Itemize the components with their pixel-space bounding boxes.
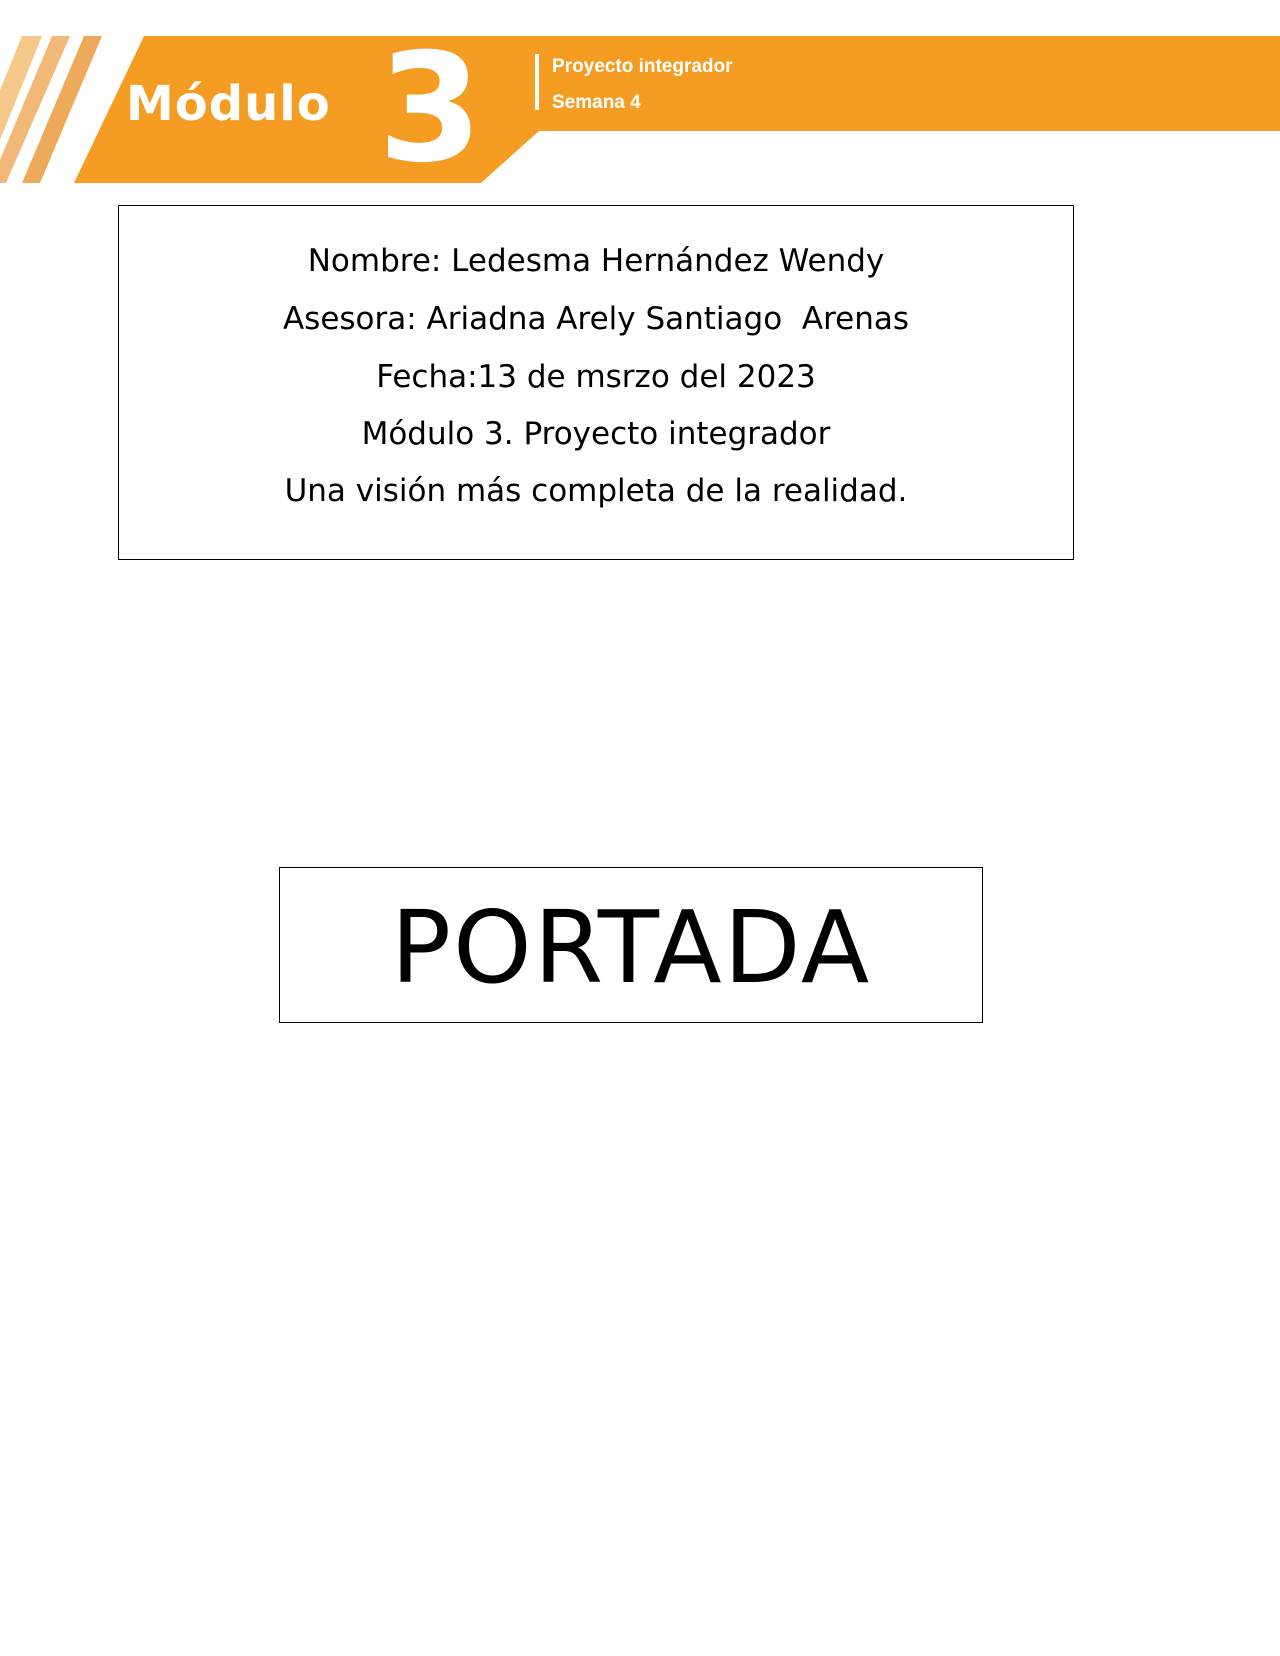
advisor-name: Asesora: Ariadna Arely Santiago Arenas	[282, 301, 910, 337]
header-subtitle-project: Proyecto integrador	[552, 56, 733, 77]
cover-title-box	[279, 867, 983, 1023]
cover-title: PORTADA	[390, 889, 872, 1006]
student-info-box	[118, 205, 1074, 560]
module-label: Módulo	[126, 76, 331, 132]
topic-line: Una visión más completa de la realidad.	[284, 473, 908, 509]
header-divider	[535, 54, 539, 110]
module-header-banner	[0, 0, 1280, 196]
student-name: Nombre: Ledesma Hernández Wendy	[307, 243, 885, 279]
date-line: Fecha:13 de msrzo del 2023	[376, 359, 816, 395]
header-subtitle-week: Semana 4	[552, 92, 641, 113]
module-number: 3	[378, 22, 483, 196]
module-line: Módulo 3. Proyecto integrador	[361, 416, 831, 452]
